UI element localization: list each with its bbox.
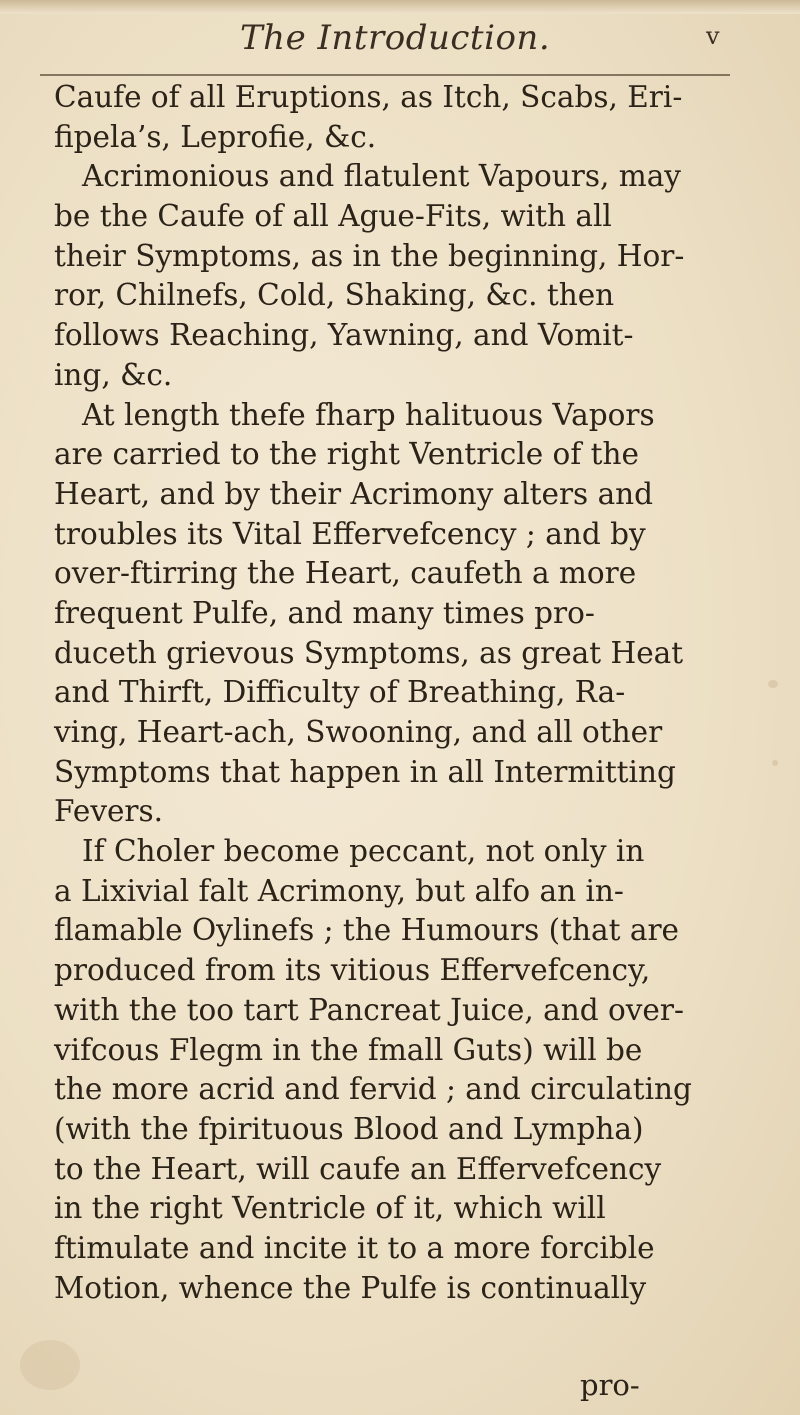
text-line: At length thefe fharp halituous Vapors	[82, 397, 655, 432]
text-line: Motion, whence the Pulfe is continually	[54, 1270, 647, 1305]
text-line: ror, Chilnefs, Cold, Shaking, &c. then	[54, 278, 615, 313]
text-line: Acrimonious and flatulent Vapours, may	[82, 159, 681, 194]
text-line: the more acrid and fervid ; and circulating	[54, 1072, 692, 1107]
paper-stain	[768, 680, 778, 688]
text-line: Symptoms that happen in all Intermitting	[54, 754, 676, 789]
text-line: follows Reaching, Yawning, and Vomit-	[54, 318, 634, 353]
running-head	[0, 14, 800, 64]
text-line: over-ftirring the Heart, caufeth a more	[54, 556, 637, 591]
text-line: produced from its vitious Effervefcency,	[54, 953, 651, 988]
text-line: and Thirft, Difficulty of Breathing, Ra-	[54, 675, 626, 710]
text-line: with the too tart Pancreat Juice, and over-	[54, 992, 684, 1027]
text-line: a Lixivial falt Acrimony, but alfo an in-	[54, 873, 624, 908]
text-line: flamable Oylinefs ; the Humours (that are	[54, 913, 680, 948]
text-line: frequent Pulfe, and many times pro-	[54, 595, 595, 630]
text-line: Fevers.	[54, 794, 164, 829]
text-line: be the Caufe of all Ague-Fits, with all	[54, 199, 612, 234]
text-line: are carried to the right Ventricle of the	[54, 437, 639, 472]
paper-stain	[772, 760, 778, 766]
text-line: Heart, and by their Acrimony alters and	[54, 476, 654, 511]
text-line: If Choler become peccant, not only in	[82, 834, 645, 869]
text-line: ving, Heart-ach, Swooning, and all other	[54, 715, 663, 749]
text-line: Caufe of all Eruptions, as Itch, Scabs, Eri-	[54, 80, 683, 114]
text-line: in the right Ventricle of it, which will	[54, 1191, 606, 1226]
running-head-title: The Introduction.	[240, 18, 551, 58]
text-line: to the Heart, will caufe an Effervefcency	[54, 1151, 662, 1186]
text-line: troubles its Vital Effervefcency ; and by	[54, 516, 646, 551]
page-top-edge	[0, 0, 800, 14]
catchword: pro-	[580, 1368, 640, 1402]
text-line: duceth grievous Symptoms, as great Heat	[54, 635, 684, 670]
text-line: vifcous Flegm in the fmall Guts) will be	[54, 1032, 643, 1067]
text-line: (with the fpirituous Blood and Lympha)	[54, 1111, 644, 1146]
text-line: ftimulate and incite it to a more forcible	[54, 1230, 655, 1265]
text-line: their Symptoms, as in the beginning, Hor-	[54, 238, 685, 273]
paper-stain	[20, 1340, 80, 1390]
text-line: fipela’s, Leprofie, &c.	[54, 119, 377, 154]
text-line: ing, &c.	[54, 357, 173, 392]
head-rule	[40, 74, 730, 76]
signature-mark: v	[706, 22, 720, 50]
body-text	[54, 78, 744, 1308]
